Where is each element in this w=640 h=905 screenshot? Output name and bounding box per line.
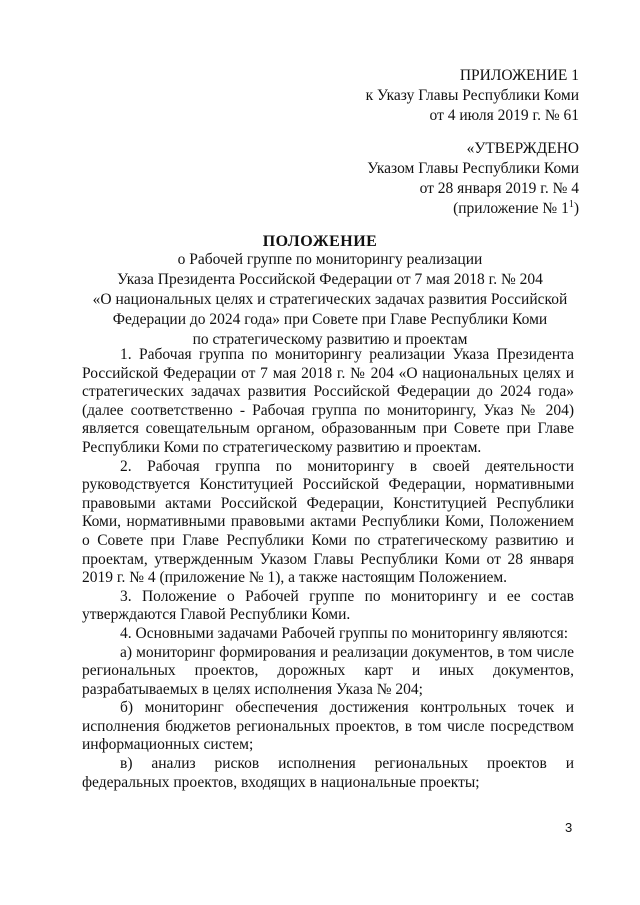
paragraph: 2. Рабочая группа по мониторингу в своей деятельности руководствуется Конституцией Российской Федерации, нормативными правовыми актами Российской Федерации, Конституцией Республики Коми, нормативными правовыми актами Республики Коми, Положением о Совете при Главе Республики Коми по стратегическому развитию и проектам, утвержденным Указом Главы Республики Коми от 28 января 2019 г. № 4 (приложение № 1), а также настоящим Положением. xyxy=(82,457,574,587)
page-number: 3 xyxy=(565,820,573,835)
appendix-superscript: 1 xyxy=(568,198,574,210)
approved-appendix-ref: (приложение № $1^1$) xyxy=(453,198,579,217)
paragraph: 3. Положение о Рабочей группе по мониторингу и ее состав утверждаются Главой Республики Коми. xyxy=(82,587,574,624)
paragraph: а) мониторинг формирования и реализации документов, в том числе региональных проектов, дорожных карт и иных документов, разрабатываемых в целях исполнения Указа № 204; xyxy=(82,643,574,698)
paragraph: 4. Основными задачами Рабочей группы по мониторингу являются: xyxy=(120,624,569,642)
subtitle-line: Федерации до 2024 года» при Совете при Главе Республики Коми xyxy=(112,311,548,328)
appendix-header xyxy=(366,66,579,126)
appendix-decree-ref: к Указу Главы Республики Коми xyxy=(365,87,579,104)
subtitle-line: по стратегическому развитию и проектам xyxy=(192,331,468,348)
approved-label: «УТВЕРЖДЕНО xyxy=(466,140,579,157)
appendix-decree-date: от 4 июля 2019 г. № 61 xyxy=(429,107,579,124)
subtitle-line: о Рабочей группе по мониторингу реализации xyxy=(177,251,483,268)
paragraph: в) анализ рисков исполнения региональных проектов и федеральных проектов, входящих в национальные проекты; xyxy=(82,755,574,791)
paragraph: 1. Рабочая группа по мониторингу реализации Указа Президента Российской Федерации от 7 мая 2018 г. № 204 «О национальных целях и стратегических задачах развития Российской Федерации до 2024 года» (далее соответственно - Рабочая группа по мониторингу, Указ № 204) является совещательным органом, образованным при Совете при Главе Республики Коми по стратегическому развитию и проектам. xyxy=(82,346,574,456)
approved-date: от 28 января 2019 г. № 4 xyxy=(419,180,579,197)
document-title: ПОЛОЖЕНИЕ xyxy=(262,233,378,250)
paragraph: б) мониторинг обеспечения достижения контрольных точек и исполнения бюджетов региональных проектов, в том числе посредством информационных систем; xyxy=(82,699,574,754)
subtitle-line: Указа Президента Российской Федерации от 7 мая 2018 г. № 204 xyxy=(117,271,543,288)
appendix-title: ПРИЛОЖЕНИЕ 1 xyxy=(459,67,579,84)
approval-stamp-text xyxy=(367,139,579,219)
subtitle-line: «О национальных целях и стратегических задачах развития Российской xyxy=(92,291,568,308)
document-body xyxy=(82,346,574,792)
document-subtitle xyxy=(60,250,600,350)
approved-by: Указом Главы Республики Коми xyxy=(367,160,579,177)
